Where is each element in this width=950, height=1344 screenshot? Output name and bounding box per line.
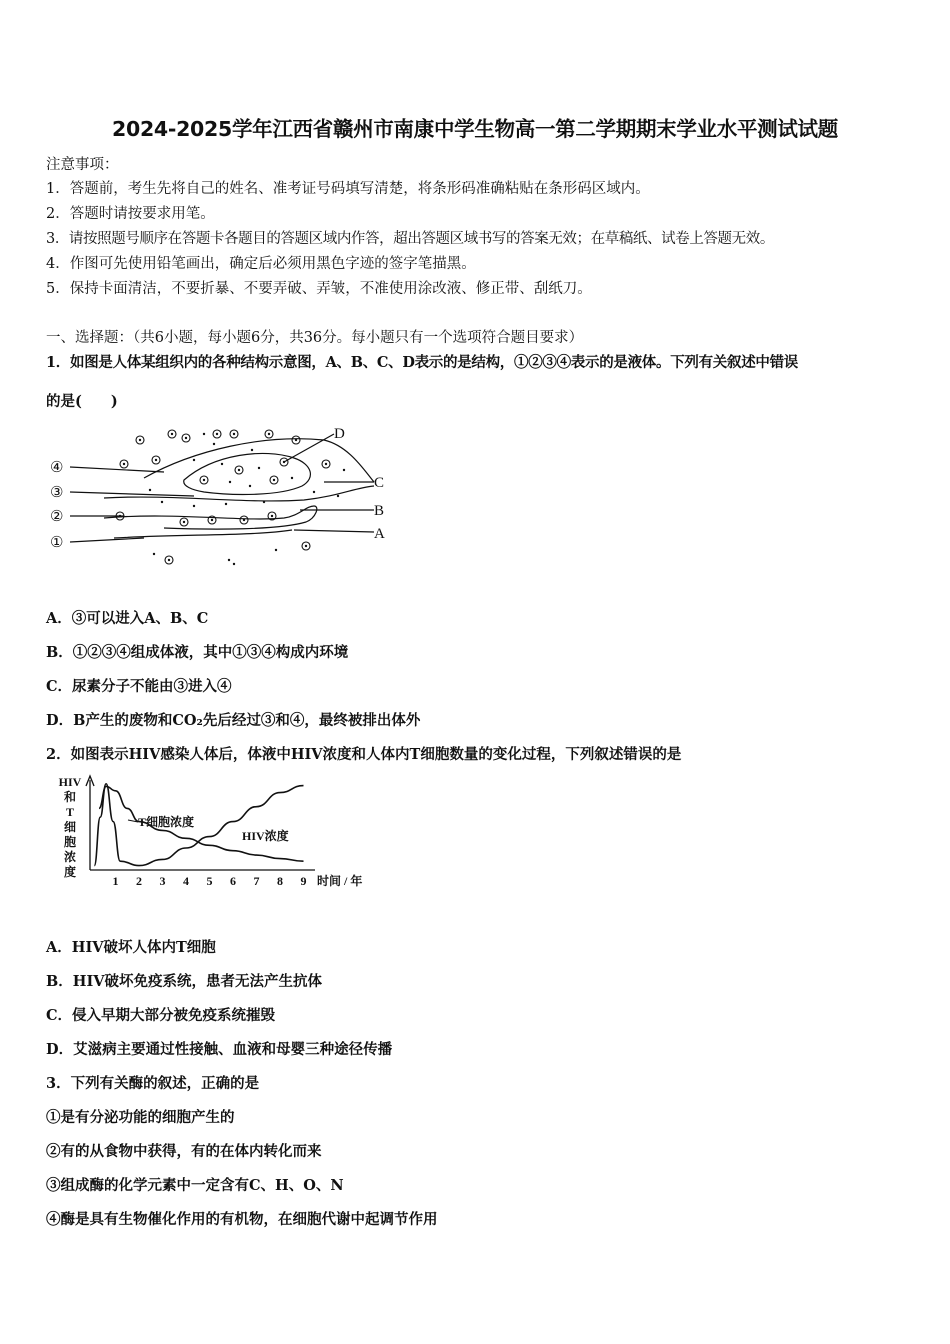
- label-fluid-3: ③: [50, 485, 64, 501]
- y-axis-label-char: 细: [63, 820, 77, 834]
- q1-stem: 1．如图是人体某组织内的各种结构示意图，A、B、C、D表示的是结构，①②③④表示的是液体。下列有关叙述中错误: [46, 354, 799, 371]
- leader-line-3: [70, 492, 194, 496]
- label-structure-c: C: [374, 475, 385, 491]
- leader-line-4: [70, 467, 164, 472]
- label-structure-d: D: [334, 426, 345, 442]
- q3-item: ④酶是具有生物催化作用的有机物，在细胞代谢中起调节作用: [46, 1211, 438, 1228]
- q3-item: ③组成酶的化学元素中一定含有C、H、O、N: [46, 1177, 344, 1194]
- q1-option-a: A．③可以进入A、B、C: [46, 610, 209, 627]
- q2-option-b: B．HIV破坏免疫系统，患者无法产生抗体: [46, 973, 322, 990]
- label-fluid-2: ②: [50, 509, 64, 525]
- label-structure-b: B: [374, 503, 385, 519]
- q2-option-a: A．HIV破坏人体内T细胞: [46, 939, 216, 956]
- q1-option-b: B．①②③④组成体液，其中①③④构成内环境: [46, 644, 349, 661]
- section-heading: 一、选择题：（共6小题，每小题6分，共36分。每小题只有一个选项符合题目要求）: [46, 330, 584, 346]
- label-fluid-4: ④: [50, 460, 64, 476]
- x-tick-label: 1: [112, 874, 119, 888]
- series-line-tcell: [99, 786, 303, 861]
- notice-heading: 注意事项：: [46, 157, 119, 173]
- notice-item: 4．作图可先使用铅笔画出，确定后必须用黑色字迹的签字笔描黑。: [46, 256, 476, 272]
- y-axis-label-char: HIV: [58, 775, 82, 789]
- q3-stem: 3．下列有关酶的叙述，正确的是: [46, 1075, 260, 1092]
- y-axis-label-char: 和: [63, 790, 77, 804]
- q3-item: ②有的从食物中获得，有的在体内转化而来: [46, 1143, 322, 1160]
- q1-option-c: C．尿素分子不能由③进入④: [46, 678, 232, 695]
- series-label-tcell: T细胞浓度: [138, 815, 195, 829]
- structure-c-capillary: [184, 453, 311, 494]
- y-axis-label-char: 浓: [63, 850, 77, 864]
- series-line-hiv: [94, 784, 303, 866]
- page-title: 2024-2025学年江西省赣州市南康中学生物高一第二学期期末学业水平测试试题: [112, 117, 838, 141]
- q2-option-d: D．艾滋病主要通过性接触、血液和母婴三种途径传播: [46, 1041, 393, 1058]
- label-fluid-1: ①: [50, 535, 64, 551]
- y-axis-label-char: 度: [63, 865, 77, 879]
- tissue-boundary: [144, 439, 374, 482]
- notice-item: 2．答题时请按要求用笔。: [46, 206, 215, 222]
- x-tick-label: 4: [183, 874, 189, 888]
- notice-item: 5．保持卡面清洁，不要折暴、不要弄破、弄皱，不准使用涂改液、修正带、刮纸刀。: [46, 281, 592, 297]
- x-tick-label: 5: [206, 874, 213, 888]
- x-tick-label: 8: [277, 874, 283, 888]
- y-axis-label-char: 胞: [63, 835, 77, 849]
- q3-item: ①是有分泌功能的细胞产生的: [46, 1109, 235, 1126]
- x-tick-label: 6: [230, 874, 236, 888]
- notice-item: 3．请按照题号顺序在答题卡各题目的答题区域内作答，超出答题区域书写的答案无效；在草稿纸、试卷上答题无效。: [46, 231, 774, 247]
- q2-option-c: C．侵入早期大部分被免疫系统摧毁: [46, 1007, 276, 1024]
- q1-stem-cont: 的是( ): [46, 393, 118, 410]
- leader-line-1: [70, 538, 144, 542]
- leader-line-a: [294, 530, 374, 532]
- y-axis-label-char: T: [65, 805, 75, 819]
- series-label-hiv: HIV浓度: [242, 829, 289, 843]
- q1-option-d: D．B产生的废物和CO₂先后经过③和④，最终被排出体外: [46, 712, 421, 729]
- notice-item: 1．答题前，考生先将自己的姓名、准考证号码填写清楚，将条形码准确粘贴在条形码区域内。: [46, 181, 650, 197]
- x-tick-label: 2: [136, 874, 142, 888]
- q2-stem: 2．如图表示HIV感染人体后，体液中HIV浓度和人体内T细胞数量的变化过程，下列叙述错误的是: [46, 746, 682, 763]
- tissue-structure-figure: [44, 420, 394, 570]
- x-tick-label: 7: [253, 874, 260, 888]
- x-axis-label: 时间 / 年: [317, 874, 363, 888]
- hiv-tcell-chart: [50, 772, 390, 897]
- label-structure-a: A: [374, 526, 385, 542]
- x-tick-label: 9: [300, 874, 307, 888]
- x-tick-label: 3: [159, 874, 166, 888]
